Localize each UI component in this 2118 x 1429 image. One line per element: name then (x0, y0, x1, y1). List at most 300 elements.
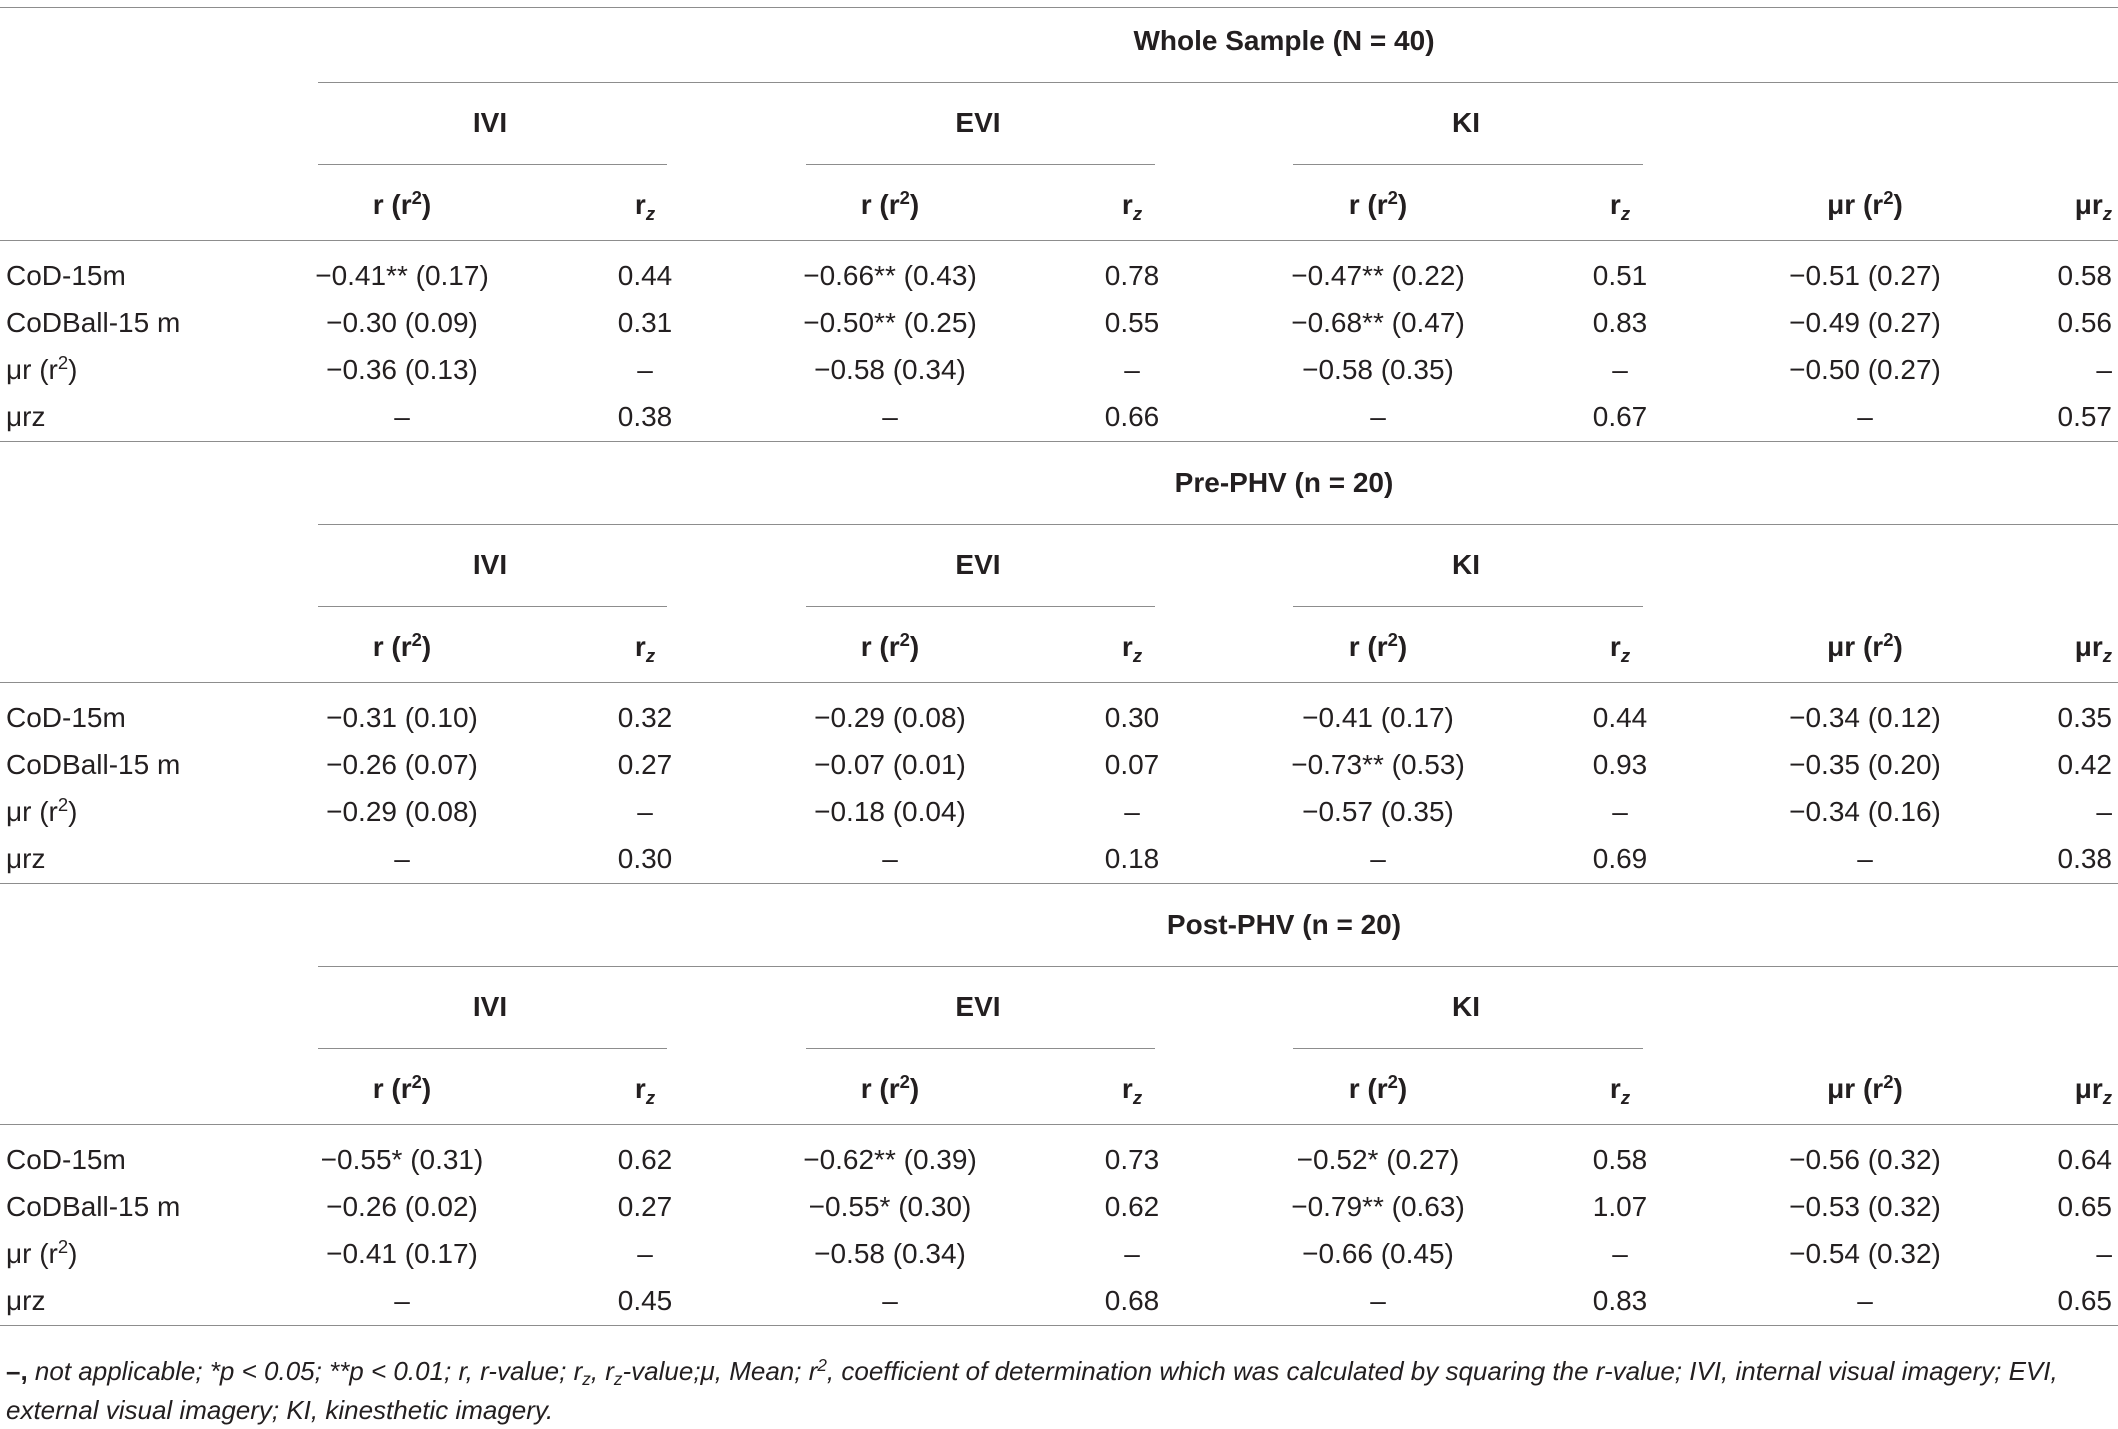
row-label (6, 1287, 45, 1315)
table-cell (1302, 356, 1454, 384)
table-cell-value: 0.31 (617, 307, 673, 338)
table-cell-value: – (1612, 796, 1628, 827)
table-cell-value: – (1124, 796, 1140, 827)
table-cell-value: −0.49 (0.27) (1789, 307, 1941, 338)
column-header-paren: ) (909, 1073, 920, 1104)
column-header-sub: z (2102, 644, 2112, 666)
table-cell-value: −0.79** (0.63) (1291, 1191, 1465, 1222)
column-header-sup: 2 (899, 186, 910, 208)
column-header-rule (0, 240, 2118, 241)
table-cell-value: – (1370, 401, 1386, 432)
table-cell (1291, 262, 1465, 290)
table-cell (1857, 845, 1873, 873)
group-header-ivi (473, 993, 507, 1021)
table-cell (814, 798, 966, 826)
column-header (372, 628, 432, 662)
column-header (1121, 631, 1143, 666)
table-cell-value: – (2096, 354, 2112, 385)
table-cell (637, 1240, 653, 1268)
column-header-r: r (r (860, 631, 900, 662)
table-cell (326, 751, 478, 779)
column-header-paren: ) (909, 631, 920, 662)
table-cell (1789, 1193, 1941, 1221)
table-cell-value: −0.57 (0.35) (1302, 796, 1454, 827)
table-cell-value: 0.27 (617, 1191, 673, 1222)
group-header-rule (1293, 164, 1643, 165)
table-cell (2058, 309, 2113, 337)
table-cell (394, 1287, 410, 1315)
column-header-sub: z (1620, 1086, 1631, 1108)
column-header (1348, 1070, 1408, 1104)
section-title (1175, 469, 1394, 497)
section-divider (0, 441, 2118, 442)
column-header-paren: ) (1397, 1073, 1408, 1104)
group-header-rule (806, 164, 1155, 165)
column-header (1348, 628, 1408, 662)
table-cell (1612, 798, 1628, 826)
table-cell (2058, 1146, 2113, 1174)
column-header (372, 1070, 432, 1104)
row-label (6, 262, 126, 290)
table-cell-value: 0.44 (1592, 702, 1648, 733)
table-cell-value: – (1857, 843, 1873, 874)
table-cell-value: – (1857, 1285, 1873, 1316)
footnote-dash: –, (6, 1356, 28, 1386)
table-cell-value: −0.18 (0.04) (814, 796, 966, 827)
column-header-sub: z (645, 1086, 656, 1108)
row-label-text: CoDBall-15 m (6, 749, 181, 780)
table-cell (1124, 356, 1140, 384)
column-header-rule (0, 682, 2118, 683)
column-header-sup: 2 (1883, 628, 1894, 650)
footnote-sub-1: z (582, 1369, 591, 1390)
table-cell-value: – (394, 401, 410, 432)
column-header-sub: z (1132, 644, 1143, 666)
table-cell-value: −0.41 (0.17) (1302, 702, 1454, 733)
table-cell-value: −0.31 (0.10) (326, 702, 478, 733)
table-cell (618, 309, 673, 337)
table-cell-value: 0.38 (617, 401, 673, 432)
table-cell-value: 0.58 (2057, 260, 2112, 291)
table-cell-value: – (394, 1285, 410, 1316)
table-cell (1291, 751, 1465, 779)
column-header-r: μr (r (1827, 631, 1884, 662)
column-header-sub: z (2102, 202, 2112, 224)
column-header-rz: r (1121, 189, 1133, 220)
table-cell (1789, 356, 1941, 384)
section-title (1133, 27, 1434, 55)
table-cell (1593, 845, 1648, 873)
table-cell (814, 1240, 966, 1268)
table-cell (1612, 1240, 1628, 1268)
table-cell (1789, 704, 1941, 732)
table-cell-value: −0.56 (0.32) (1789, 1144, 1941, 1175)
table-cell-value: −0.54 (0.32) (1789, 1238, 1941, 1269)
table-cell (1789, 262, 1941, 290)
row-label-paren: ) (68, 796, 78, 827)
column-header (1609, 1073, 1631, 1108)
column-header-rz: μr (2074, 1073, 2103, 1104)
table-cell-value: – (1124, 1238, 1140, 1269)
group-header-rule (806, 1048, 1155, 1049)
table-cell (1370, 845, 1386, 873)
table-cell (1302, 704, 1454, 732)
table-cell-value: −0.58 (0.34) (814, 1238, 966, 1269)
table-cell-value: 0.65 (2057, 1191, 2112, 1222)
table-cell-value: −0.53 (0.32) (1789, 1191, 1941, 1222)
table-cell-value: – (1124, 354, 1140, 385)
column-header-rz: r (634, 189, 646, 220)
table-cell-value: 0.32 (617, 702, 673, 733)
table-cell (618, 262, 673, 290)
table-cell (618, 704, 673, 732)
table-cell-value: −0.51 (0.27) (1789, 260, 1941, 291)
column-header-paren: ) (1893, 189, 1903, 220)
table-cell-value: −0.36 (0.13) (326, 354, 478, 385)
table-cell (326, 1240, 478, 1268)
table-cell (326, 704, 478, 732)
table-cell-value: 0.69 (1592, 843, 1648, 874)
table-cell-value: – (1370, 1285, 1386, 1316)
column-header (1827, 186, 1903, 220)
section-title-rule (318, 966, 2118, 967)
column-header-sup: 2 (1387, 186, 1398, 208)
table-cell (1291, 309, 1465, 337)
table-cell-value: 0.78 (1104, 260, 1160, 291)
table-cell-value: −0.55* (0.31) (320, 1144, 484, 1175)
table-cell-value: 0.56 (2057, 307, 2112, 338)
table-cell-value: −0.66** (0.43) (803, 260, 977, 291)
table-cell (1593, 262, 1648, 290)
table-cell-value: 0.42 (2057, 749, 2112, 780)
table-cell-value: 0.64 (2057, 1144, 2112, 1175)
column-header-sub: z (2102, 1086, 2112, 1108)
group-header-text: KI (1452, 991, 1480, 1022)
column-header (1827, 628, 1903, 662)
table-cell-value: 0.27 (617, 749, 673, 780)
column-header-r: μr (r (1827, 189, 1884, 220)
table-cell (1593, 704, 1648, 732)
table-cell-value: −0.62** (0.39) (803, 1144, 977, 1175)
group-header-ki (1452, 993, 1480, 1021)
column-header (372, 186, 432, 220)
column-header (2074, 1073, 2112, 1108)
table-cell-value: −0.50 (0.27) (1789, 354, 1941, 385)
column-header-sup: 2 (411, 1070, 422, 1092)
group-header-text: IVI (472, 107, 508, 138)
table-cell-value: – (882, 401, 898, 432)
table-cell-value: −0.58 (0.34) (814, 354, 966, 385)
table-cell-value: 0.30 (1104, 702, 1160, 733)
table-cell (1370, 403, 1386, 431)
table-cell (1105, 704, 1160, 732)
table-cell (2058, 403, 2113, 431)
group-header-rule (318, 1048, 667, 1049)
group-header-rule (1293, 606, 1643, 607)
table-cell (814, 751, 966, 779)
column-header (860, 186, 920, 220)
column-header (1348, 186, 1408, 220)
table-cell-value: – (1857, 401, 1873, 432)
section-title-text: Post-PHV (n = 20) (1166, 909, 1402, 940)
table-cell (326, 1193, 478, 1221)
table-cell (1105, 845, 1160, 873)
footnote-text-3: -value;μ, Mean; r (622, 1356, 818, 1386)
table-cell-value: 0.62 (617, 1144, 673, 1175)
column-header-paren: ) (421, 189, 432, 220)
table-cell (1124, 798, 1140, 826)
table-cell (326, 309, 478, 337)
group-header-text: EVI (955, 991, 1001, 1022)
table-cell-value: – (1612, 1238, 1628, 1269)
table-cell-value: – (637, 796, 653, 827)
row-label-text: μrz (6, 1285, 46, 1316)
table-cell-value: 0.07 (1104, 749, 1160, 780)
table-cell (1105, 309, 1160, 337)
table-cell-value: 0.55 (1104, 307, 1160, 338)
group-header-text: EVI (955, 107, 1001, 138)
table-cell-value: −0.30 (0.09) (326, 307, 478, 338)
section-divider (0, 883, 2118, 884)
column-header-sub: z (1132, 1086, 1143, 1108)
table-cell-value: −0.47** (0.22) (1291, 260, 1465, 291)
table-cell (1105, 403, 1160, 431)
group-header-ivi (473, 551, 507, 579)
table-cell (803, 1146, 977, 1174)
table-cell-value: −0.35 (0.20) (1789, 749, 1941, 780)
row-label-paren: ) (68, 1238, 78, 1269)
column-header-rz: μr (2074, 189, 2103, 220)
column-header-paren: ) (1893, 1073, 1903, 1104)
table-cell (2096, 1240, 2112, 1268)
table-cell (1593, 403, 1648, 431)
table-top-border (0, 7, 2118, 8)
footnote-sup: 2 (817, 1354, 827, 1375)
column-header-r: r (r (372, 1073, 412, 1104)
column-header-rz: r (1609, 189, 1621, 220)
table-cell-value: 0.65 (2057, 1285, 2112, 1316)
column-header-rz: μr (2074, 631, 2103, 662)
row-label-text: μr (r (6, 354, 58, 385)
table-cell (1370, 1287, 1386, 1315)
table-cell (394, 845, 410, 873)
group-header-ivi (473, 109, 507, 137)
group-header-text: IVI (472, 991, 508, 1022)
table-cell (2096, 356, 2112, 384)
table-cell-value: 0.67 (1592, 401, 1648, 432)
column-header (634, 189, 656, 224)
group-header-rule (318, 164, 667, 165)
table-cell-value: 0.57 (2057, 401, 2112, 432)
table-cell-value: 0.35 (2057, 702, 2112, 733)
row-label (6, 1235, 78, 1269)
table-cell (618, 845, 673, 873)
table-cell (1857, 403, 1873, 431)
table-cell-value: −0.73** (0.53) (1291, 749, 1465, 780)
table-cell (803, 309, 977, 337)
row-label-text: CoD-15m (6, 702, 126, 733)
table-cell (326, 798, 478, 826)
column-header-sup: 2 (1387, 628, 1398, 650)
group-header-evi (955, 993, 1000, 1021)
column-header-sub: z (645, 644, 656, 666)
column-header-paren: ) (421, 631, 432, 662)
table-cell (618, 751, 673, 779)
row-label (6, 793, 78, 827)
row-label-text: μrz (6, 843, 46, 874)
column-header (1121, 1073, 1143, 1108)
group-header-rule (806, 606, 1155, 607)
table-cell-value: 0.83 (1592, 1285, 1648, 1316)
table-cell (315, 262, 489, 290)
column-header-rz: r (1609, 631, 1621, 662)
table-cell-value: −0.50** (0.25) (803, 307, 977, 338)
table-cell-value: 0.38 (2057, 843, 2112, 874)
table-cell (1593, 309, 1648, 337)
group-header-ki (1452, 109, 1480, 137)
table-cell (1789, 1240, 1941, 1268)
table-cell (814, 704, 966, 732)
table-cell (1857, 1287, 1873, 1315)
row-label (6, 751, 180, 779)
table-bottom-border (0, 1325, 2118, 1326)
column-header (1609, 631, 1631, 666)
table-cell-value: 0.83 (1592, 307, 1648, 338)
group-header-rule (318, 606, 667, 607)
table-cell-value: – (637, 1238, 653, 1269)
table-cell (1297, 1146, 1460, 1174)
column-header-paren: ) (1397, 189, 1408, 220)
table-cell-value: −0.52* (0.27) (1296, 1144, 1460, 1175)
table-cell-value: 0.30 (617, 843, 673, 874)
table-cell (2058, 751, 2113, 779)
table-cell-value: – (882, 1285, 898, 1316)
column-header-rz: r (634, 631, 646, 662)
table-cell (1593, 1193, 1648, 1221)
table-cell (1593, 1146, 1648, 1174)
column-header-rule (0, 1124, 2118, 1125)
table-cell (2096, 798, 2112, 826)
table-cell (1105, 262, 1160, 290)
column-header-rz: r (1121, 1073, 1133, 1104)
row-label-text: CoD-15m (6, 260, 126, 291)
section-title-text: Pre-PHV (n = 20) (1174, 467, 1394, 498)
table-cell (1789, 751, 1941, 779)
table-cell-value: −0.26 (0.07) (326, 749, 478, 780)
column-header (860, 1070, 920, 1104)
table-cell (809, 1193, 972, 1221)
table-cell-value: – (1370, 843, 1386, 874)
row-label-text: CoD-15m (6, 1144, 126, 1175)
table-cell-value: −0.07 (0.01) (814, 749, 966, 780)
column-header-sup: 2 (1883, 186, 1894, 208)
column-header (2074, 189, 2112, 224)
table-cell (882, 403, 898, 431)
column-header-sub: z (1620, 644, 1631, 666)
table-cell (1612, 356, 1628, 384)
table-cell-value: 0.45 (617, 1285, 673, 1316)
section-title-rule (318, 524, 2118, 525)
table-cell (1789, 309, 1941, 337)
footnote-text-1: not applicable; *p < 0.05; **p < 0.01; r, r-value; r (27, 1356, 583, 1386)
table-cell-value: 0.93 (1592, 749, 1648, 780)
table-cell (1105, 1287, 1160, 1315)
table-cell-value: 0.68 (1104, 1285, 1160, 1316)
column-header-paren: ) (1893, 631, 1903, 662)
column-header-r: r (r (372, 189, 412, 220)
table-cell-value: 0.51 (1592, 260, 1648, 291)
table-cell-value: −0.58 (0.35) (1302, 354, 1454, 385)
row-label-text: CoDBall-15 m (6, 307, 181, 338)
table-footnote (6, 1353, 2106, 1428)
table-cell (814, 356, 966, 384)
table-cell-value: −0.66 (0.45) (1302, 1238, 1454, 1269)
group-header-text: KI (1452, 549, 1480, 580)
table-cell-value: – (2096, 1238, 2112, 1269)
table-cell (882, 1287, 898, 1315)
table-cell-value: −0.68** (0.47) (1291, 307, 1465, 338)
column-header (1121, 189, 1143, 224)
table-cell (803, 262, 977, 290)
table-cell (1302, 1240, 1454, 1268)
table-cell-value: 0.18 (1104, 843, 1160, 874)
row-label (6, 1146, 126, 1174)
table-cell-value: 0.44 (617, 260, 673, 291)
column-header-sup: 2 (1387, 1070, 1398, 1092)
column-header-sub: z (645, 202, 656, 224)
table-cell-value: 0.66 (1104, 401, 1160, 432)
row-label (6, 309, 180, 337)
group-header-evi (955, 109, 1000, 137)
table-cell (1124, 1240, 1140, 1268)
column-header-sub: z (1132, 202, 1143, 224)
table-cell (2058, 704, 2113, 732)
table-cell-value: −0.34 (0.16) (1789, 796, 1941, 827)
table-cell (326, 356, 478, 384)
table-cell (2058, 845, 2113, 873)
table-cell-value: −0.29 (0.08) (326, 796, 478, 827)
row-label-text: μr (r (6, 796, 58, 827)
table-cell (1789, 1146, 1941, 1174)
table-cell-value: – (394, 843, 410, 874)
row-label (6, 1193, 180, 1221)
table-cell (618, 1146, 673, 1174)
table-cell-value: −0.41** (0.17) (315, 260, 489, 291)
row-label-sup: 2 (57, 351, 69, 373)
column-header-paren: ) (909, 189, 920, 220)
footnote-text-4: , coefficient of determination which was calculated by squaring the r-value; IVI, internal visual imagery; EVI, external visual imagery; KI, kinesthetic imagery. (6, 1356, 2058, 1425)
row-label (6, 845, 45, 873)
section-title (1167, 911, 1401, 939)
row-label (6, 704, 126, 732)
column-header-sup: 2 (899, 1070, 910, 1092)
column-header (2074, 631, 2112, 666)
table-cell (2058, 1193, 2113, 1221)
table-cell-value: −0.55* (0.30) (808, 1191, 972, 1222)
table-cell (1593, 1287, 1648, 1315)
table-cell (637, 356, 653, 384)
table-cell (1593, 751, 1648, 779)
row-label (6, 351, 78, 385)
column-header-r: μr (r (1827, 1073, 1884, 1104)
column-header-sup: 2 (1883, 1070, 1894, 1092)
footnote-sub-2: z (613, 1369, 623, 1390)
table-cell-value: – (2096, 796, 2112, 827)
table-cell (1105, 1146, 1160, 1174)
table-cell-value: – (637, 354, 653, 385)
column-header (1827, 1070, 1903, 1104)
group-header-text: EVI (955, 549, 1001, 580)
